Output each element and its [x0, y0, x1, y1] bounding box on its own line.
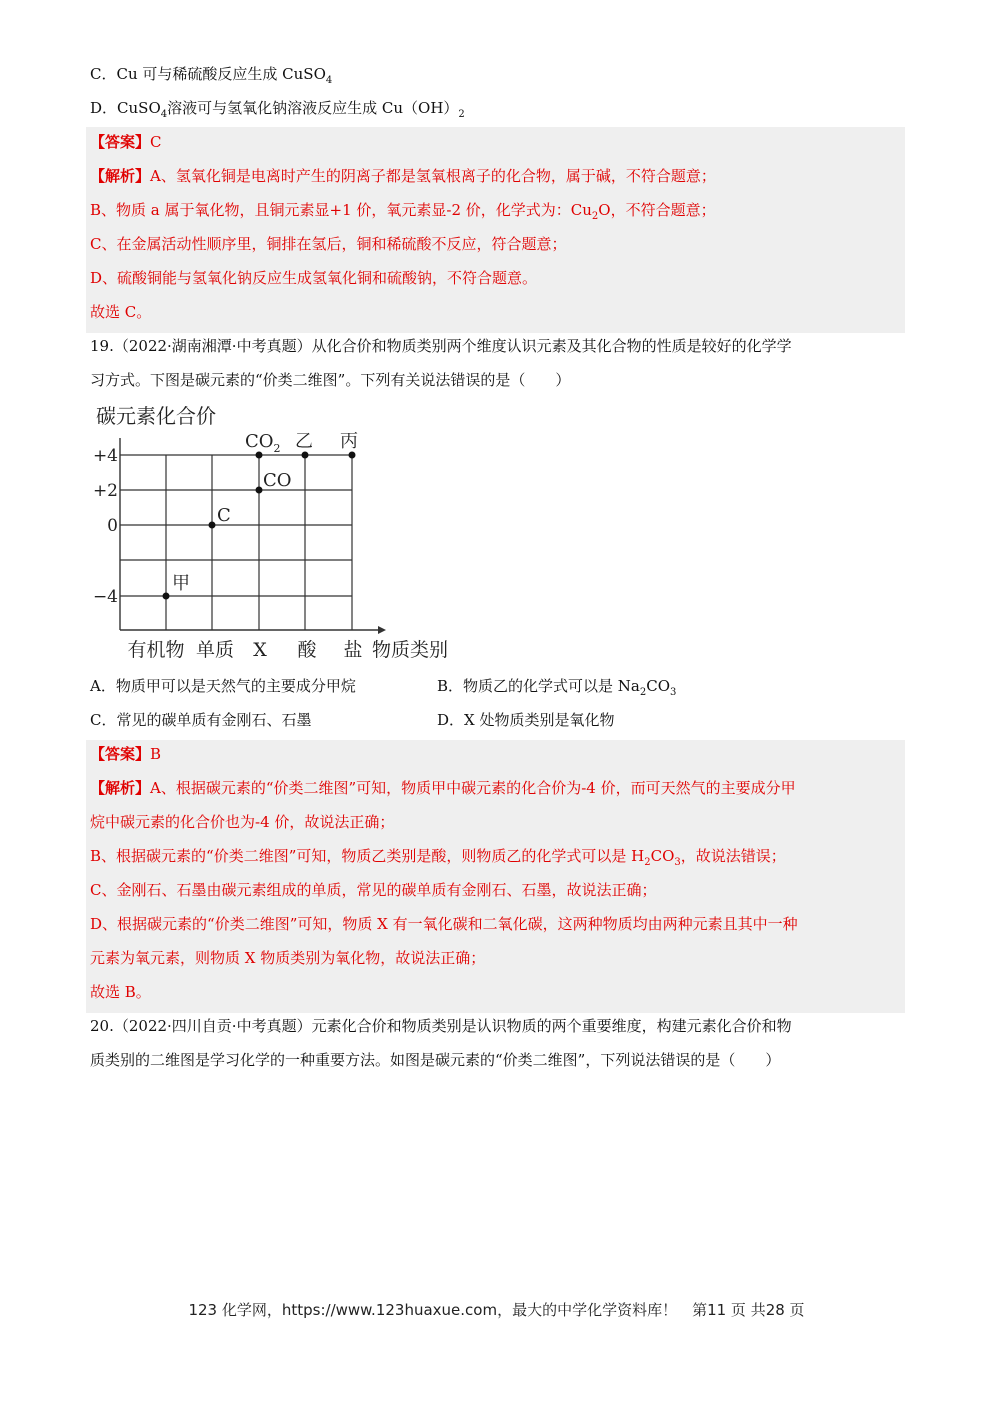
q19-option-a: A．物质甲可以是天然气的主要成分甲烷 — [90, 677, 356, 695]
q18-analysis-3: C、在金属活动性顺序里，铜排在氢后，铜和稀硫酸不反应，符合题意； — [90, 235, 567, 253]
analysis-tag: 【解析】 — [90, 779, 151, 797]
point-label: C — [217, 505, 231, 526]
q19-analysis-3: C、金刚石、石墨由碳元素组成的单质，常见的碳单质有金刚石、石墨，故说法正确； — [90, 881, 657, 899]
q18-answer — [90, 132, 162, 152]
point-label: 乙 — [295, 431, 313, 452]
point-co2 — [256, 452, 263, 459]
diagram-y-title: 碳元素化合价 — [96, 404, 216, 428]
answer-tag: 【答案】 — [90, 745, 151, 763]
subscript: 2 — [639, 687, 647, 698]
diagram-axes — [120, 438, 378, 630]
answer-value: B — [150, 745, 162, 763]
x-tick: 单质 — [195, 639, 235, 661]
q19-answer — [90, 744, 161, 764]
point-c — [209, 522, 216, 529]
x-tick: 有机物 — [127, 639, 185, 661]
q19-option-c: C．常见的碳单质有金刚石、石墨 — [90, 711, 312, 729]
analysis-text: CO — [650, 847, 675, 865]
point-jia — [163, 593, 170, 600]
point-bing — [349, 452, 356, 459]
y-tick: +2 — [92, 481, 118, 501]
q18-option-d-text: D．CuSO — [90, 99, 161, 117]
y-tick: +4 — [92, 446, 118, 466]
answer-tag: 【答案】 — [90, 133, 151, 151]
analysis-text: A、氢氧化铜是电离时产生的阴离子都是氢氧根离子的化合物，属于碱，不符合题意； — [150, 167, 716, 185]
q19-analysis-4: D、根据碳元素的“价类二维图”可知，物质 X 有一氧化碳和二氧化碳，这两种物质均由两种元素且其中一种 — [90, 915, 798, 933]
subscript: 4 — [325, 75, 333, 86]
q19-option-b — [437, 676, 676, 703]
diagram-grid — [120, 455, 352, 630]
q19-analysis-2 — [90, 846, 786, 873]
q19-analysis-4b: 元素为氧元素，则物质 X 物质类别为氧化物，故说法正确； — [90, 949, 486, 967]
analysis-tag: 【解析】 — [90, 167, 151, 185]
q18-answer-block — [86, 127, 905, 333]
q19-analysis-1 — [90, 778, 796, 798]
x-tick: X — [253, 639, 267, 661]
q18-option-d — [90, 98, 465, 125]
analysis-text: B、物质 a 属于氧化物，且铜元素显+1 价，氧元素显-2 价，化学式为：Cu — [90, 201, 592, 219]
q18-option-c-text: C．Cu 可与稀硫酸反应生成 CuSO — [90, 65, 326, 83]
q19-analysis-1b: 烷中碳元素的化合价也为-4 价，故说法正确； — [90, 813, 395, 831]
analysis-text: O，不符合题意； — [598, 201, 716, 219]
point-label: $CO_2$ — [245, 431, 281, 455]
q18-option-d-text-2: 溶液可与氢氧化钠溶液反应生成 Cu（OH） — [167, 99, 459, 117]
q19-stem-line-1: 19.（2022·湖南湘潭·中考真题）从化合价和物质类别两个维度认识元素及其化合物的性质是较好的化学学 — [90, 337, 792, 355]
subscript: 4 — [160, 109, 168, 120]
point-label: 甲 — [172, 573, 190, 594]
analysis-text: B、根据碳元素的“价类二维图”可知，物质乙类别是酸，则物质乙的化学式可以是 H — [90, 847, 645, 865]
q18-analysis-1 — [90, 166, 716, 186]
q19-stem-line-2: 习方式。下图是碳元素的“价类二维图”。下列有关说法错误的是（ ） — [90, 371, 571, 389]
subscript: 2 — [591, 211, 599, 222]
subscript: 2 — [644, 857, 651, 868]
q18-option-c — [90, 64, 332, 91]
y-tick: −4 — [92, 587, 118, 607]
point-label: CO — [263, 470, 292, 491]
point-co — [256, 487, 263, 494]
answer-value: C — [150, 133, 162, 151]
valence-class-diagram — [88, 398, 468, 668]
page-footer: 123 化学网，https://www.123huaxue.com，最大的中学化学资料库！ 第11 页 共28 页 — [188, 1301, 805, 1319]
subscript: 3 — [674, 857, 681, 868]
y-tick: 0 — [107, 516, 118, 536]
q20-stem-line-1: 20.（2022·四川自贡·中考真题）元素化合价和物质类别是认识物质的两个重要维度，构建元素化合价和物 — [90, 1017, 792, 1035]
subscript: 2 — [458, 109, 465, 120]
analysis-text: A、根据碳元素的“价类二维图”可知，物质甲中碳元素的化合价为-4 价，而可天然气的主要成分甲 — [150, 779, 796, 797]
q20-stem-line-2: 质类别的二维图是学习化学的一种重要方法。如图是碳元素的“价类二维图”，下列说法错误的是（ ） — [90, 1051, 781, 1069]
analysis-text: ，故说法错误； — [680, 847, 786, 865]
point-yi — [302, 452, 309, 459]
x-axis-arrow-icon — [378, 626, 386, 634]
q19-analysis-5: 故选 B。 — [90, 983, 151, 1001]
q19-option-d: D．X 处物质类别是氧化物 — [437, 711, 615, 729]
q19-option-b-text-2: CO — [646, 677, 671, 695]
x-tick: 酸 — [297, 639, 317, 661]
q18-analysis-5: 故选 C。 — [90, 303, 152, 321]
subscript: 3 — [670, 687, 677, 698]
diagram-x-title: 物质类别 — [372, 639, 449, 661]
q18-analysis-2 — [90, 200, 716, 227]
q19-option-b-text: B．物质乙的化学式可以是 Na — [437, 677, 640, 695]
x-tick: 盐 — [343, 639, 363, 661]
point-label: 丙 — [340, 431, 358, 452]
q18-analysis-4: D、硫酸铜能与氢氧化钠反应生成氢氧化铜和硫酸钠，不符合题意。 — [90, 269, 538, 287]
